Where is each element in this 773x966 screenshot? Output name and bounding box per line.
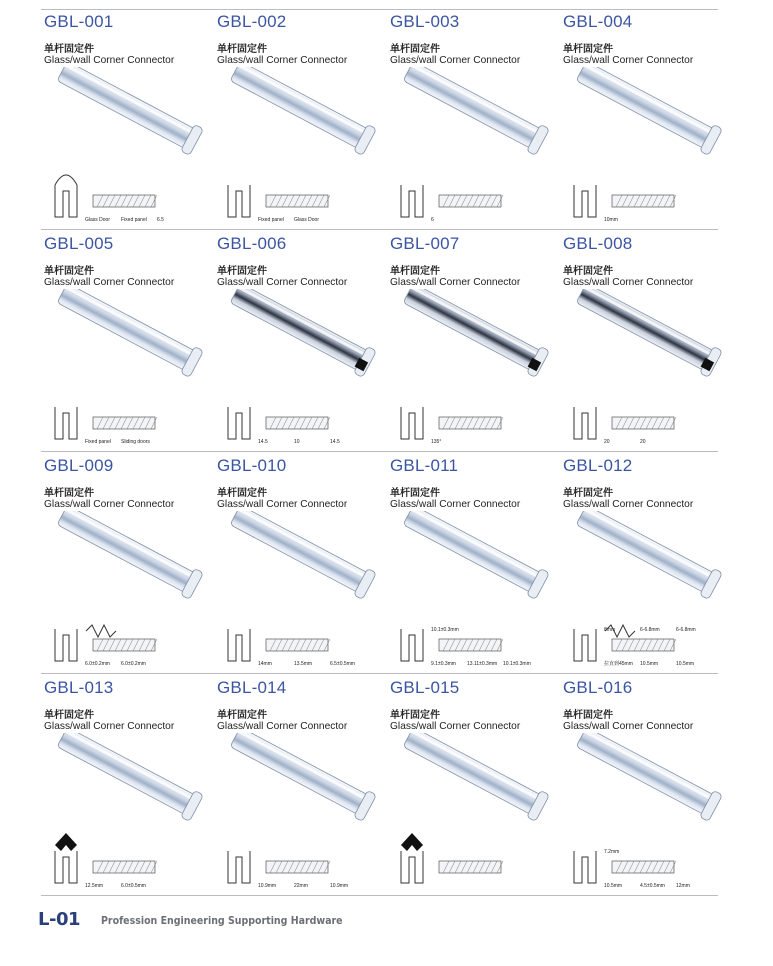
- dimension-label: 6-6.8mm: [640, 627, 660, 633]
- product-card: [387, 9, 560, 231]
- product-name-en: Glass/wall Corner Connector: [44, 277, 175, 288]
- product-card: [41, 231, 214, 453]
- product-code: GBL-007: [390, 234, 460, 253]
- product-card: [387, 453, 560, 675]
- glass-panel: [612, 639, 676, 651]
- product-code: GBL-013: [44, 678, 114, 697]
- product-illustration: [41, 733, 214, 895]
- product-illustration: [560, 733, 733, 895]
- profile-cross-section: [55, 175, 164, 223]
- dimension-label: 10.9mm: [258, 883, 277, 889]
- dimension-label: 10.5mm: [604, 883, 623, 889]
- profile-extrusion: [401, 67, 549, 156]
- product-name-cn: 单杆固定件: [44, 710, 94, 721]
- product-illustration: [214, 67, 387, 229]
- product-illustration: [214, 289, 387, 451]
- product-code: GBL-012: [563, 456, 633, 475]
- profile-cross-section: [55, 833, 157, 889]
- product-name-en: Glass/wall Corner Connector: [563, 277, 694, 288]
- dimension-label: 10.1±0.3mm: [503, 661, 531, 667]
- product-name-cn: 单杆固定件: [217, 266, 267, 277]
- product-code: GBL-009: [44, 456, 114, 475]
- product-name-cn: 单杆固定件: [390, 266, 440, 277]
- glass-panel: [93, 417, 157, 429]
- product-name-en: Glass/wall Corner Connector: [217, 277, 348, 288]
- dimension-label: 6.5: [157, 217, 164, 223]
- glass-panel: [93, 861, 157, 873]
- dimension-label: 6.0±0.5mm: [121, 883, 146, 889]
- product-name-en: Glass/wall Corner Connector: [44, 721, 175, 732]
- product-illustration: [41, 289, 214, 451]
- product-card: [41, 453, 214, 675]
- profile-cross-section: [401, 833, 503, 883]
- profile-cross-section: [228, 185, 330, 223]
- glass-panel: [439, 417, 503, 429]
- product-name-en: Glass/wall Corner Connector: [217, 499, 348, 510]
- dimension-label: 9.1±0.3mm: [431, 661, 456, 667]
- product-code: GBL-008: [563, 234, 633, 253]
- product-illustration: [387, 511, 560, 673]
- product-name-en: Glass/wall Corner Connector: [390, 55, 521, 66]
- dimension-label: 6.0±0.2mm: [121, 661, 146, 667]
- product-card: [214, 453, 387, 675]
- glass-panel: [93, 195, 157, 207]
- profile-cross-section: [401, 185, 503, 223]
- product-name-cn: 单杆固定件: [390, 488, 440, 499]
- product-illustration: [387, 289, 560, 451]
- product-code: GBL-016: [563, 678, 633, 697]
- product-name-en: Glass/wall Corner Connector: [217, 721, 348, 732]
- profile-extrusion: [401, 733, 549, 822]
- glass-panel: [93, 639, 157, 651]
- dimension-label: 4.5±0.5mm: [640, 883, 665, 889]
- dimension-label: 拉直到45mm: [604, 661, 633, 667]
- product-name-en: Glass/wall Corner Connector: [563, 55, 694, 66]
- dimension-label: 14mm: [258, 661, 272, 667]
- dimension-label: 10.5mm: [676, 661, 695, 667]
- product-name-cn: 单杆固定件: [563, 710, 613, 721]
- product-name-cn: 单杆固定件: [563, 266, 613, 277]
- dimension-label: Fixed panel: [121, 217, 147, 223]
- glass-panel: [439, 195, 503, 207]
- product-code: GBL-011: [390, 456, 459, 475]
- product-name-cn: 单杆固定件: [217, 44, 267, 55]
- product-code: GBL-015: [390, 678, 460, 697]
- product-code: GBL-006: [217, 234, 287, 253]
- profile-extrusion: [55, 511, 203, 600]
- product-card: [560, 231, 733, 453]
- product-code: GBL-004: [563, 12, 633, 31]
- profile-cross-section: [401, 407, 503, 445]
- profile-extrusion: [55, 289, 203, 378]
- dimension-label: 6-6.8mm: [676, 627, 696, 633]
- product-card: [214, 9, 387, 231]
- dimension-label: 6.0±0.2mm: [85, 661, 110, 667]
- footer-tagline: Profession Engineering Supporting Hardware: [101, 915, 343, 927]
- dimension-label: Glass Door: [294, 217, 320, 223]
- dimension-label: Fixed panel: [85, 439, 111, 445]
- product-card: [41, 9, 214, 231]
- dimension-label: 7.2mm: [604, 849, 620, 855]
- dimension-label: 13.11±0.3mm: [467, 661, 498, 667]
- product-name-cn: 单杆固定件: [563, 44, 613, 55]
- product-card: [214, 675, 387, 897]
- profile-extrusion: [228, 511, 376, 600]
- dimension-label: 13.5mm: [294, 661, 313, 667]
- glass-panel: [266, 861, 330, 873]
- glass-panel: [266, 195, 330, 207]
- glass-panel: [266, 417, 330, 429]
- product-code: GBL-005: [44, 234, 114, 253]
- product-card: [387, 231, 560, 453]
- profile-extrusion: [574, 289, 722, 378]
- profile-extrusion: [401, 511, 549, 600]
- product-name-en: Glass/wall Corner Connector: [563, 499, 694, 510]
- glass-panel: [266, 639, 330, 651]
- page-number: L-01: [38, 909, 80, 930]
- profile-extrusion: [574, 733, 722, 822]
- dimension-label: 135°: [431, 439, 442, 445]
- product-name-en: Glass/wall Corner Connector: [217, 55, 348, 66]
- dimension-label: Sliding doors: [121, 439, 150, 445]
- product-code: GBL-003: [390, 12, 460, 31]
- profile-cross-section: [574, 407, 676, 445]
- dimension-label: 20: [640, 439, 646, 445]
- profile-cross-section: [574, 625, 696, 667]
- product-illustration: [387, 67, 560, 229]
- product-name-en: Glass/wall Corner Connector: [390, 499, 521, 510]
- dimension-label: 10.9mm: [330, 883, 349, 889]
- profile-cross-section: [574, 185, 676, 223]
- dimension-label: Fixed panel: [258, 217, 284, 223]
- product-name-en: Glass/wall Corner Connector: [390, 721, 521, 732]
- profile-extrusion: [228, 733, 376, 822]
- dimension-label: 10: [294, 439, 300, 445]
- dimension-label: Glass Door: [85, 217, 111, 223]
- product-illustration: [41, 67, 214, 229]
- product-illustration: [387, 733, 560, 895]
- profile-cross-section: [228, 629, 355, 667]
- product-code: GBL-001: [44, 12, 114, 31]
- product-name-cn: 单杆固定件: [563, 488, 613, 499]
- product-name-cn: 单杆固定件: [217, 488, 267, 499]
- dimension-label: 6: [431, 217, 434, 223]
- product-name-en: Glass/wall Corner Connector: [44, 499, 175, 510]
- dimension-label: 14.5: [258, 439, 268, 445]
- product-card: [560, 675, 733, 897]
- product-name-cn: 单杆固定件: [44, 266, 94, 277]
- product-name-cn: 单杆固定件: [44, 44, 94, 55]
- dimension-label: 6.5±0.5mm: [330, 661, 355, 667]
- product-name-cn: 单杆固定件: [390, 710, 440, 721]
- dimension-label: 10.5mm: [640, 661, 659, 667]
- product-grid: [41, 9, 721, 897]
- product-code: GBL-002: [217, 12, 287, 31]
- profile-cross-section: [55, 407, 157, 445]
- profile-extrusion: [55, 67, 203, 156]
- profile-extrusion: [401, 289, 549, 378]
- product-card: [214, 231, 387, 453]
- profile-cross-section: [401, 627, 531, 667]
- product-name-cn: 单杆固定件: [390, 44, 440, 55]
- product-name-en: Glass/wall Corner Connector: [563, 721, 694, 732]
- glass-panel: [439, 861, 503, 873]
- profile-extrusion: [228, 67, 376, 156]
- glass-panel: [612, 417, 676, 429]
- product-name-en: Glass/wall Corner Connector: [390, 277, 521, 288]
- product-card: [560, 453, 733, 675]
- profile-cross-section: [228, 851, 348, 889]
- glass-panel: [439, 639, 503, 651]
- profile-extrusion: [574, 511, 722, 600]
- profile-extrusion: [55, 733, 203, 822]
- dimension-label: 14.5: [330, 439, 340, 445]
- product-illustration: [560, 67, 733, 229]
- dimension-label: 12mm: [676, 883, 690, 889]
- glass-panel: [612, 861, 676, 873]
- glass-panel: [612, 195, 676, 207]
- dimension-label: 12.5mm: [85, 883, 104, 889]
- dimension-label: 10.1±0.3mm: [431, 627, 459, 633]
- product-card: [41, 675, 214, 897]
- product-illustration: [214, 733, 387, 895]
- product-card: [560, 9, 733, 231]
- dimension-label: 8mm: [604, 627, 616, 633]
- profile-cross-section: [574, 849, 690, 889]
- product-code: GBL-014: [217, 678, 287, 697]
- profile-cross-section: [55, 625, 157, 667]
- product-name-en: Glass/wall Corner Connector: [44, 55, 175, 66]
- profile-cross-section: [228, 407, 340, 445]
- product-illustration: [560, 289, 733, 451]
- product-name-cn: 单杆固定件: [44, 488, 94, 499]
- profile-extrusion: [574, 67, 722, 156]
- product-illustration: [560, 511, 733, 673]
- product-illustration: [214, 511, 387, 673]
- dimension-label: 20: [604, 439, 610, 445]
- dimension-label: 22mm: [294, 883, 308, 889]
- product-name-cn: 单杆固定件: [217, 710, 267, 721]
- product-card: [387, 675, 560, 897]
- profile-extrusion: [228, 289, 376, 378]
- product-illustration: [41, 511, 214, 673]
- product-code: GBL-010: [217, 456, 287, 475]
- dimension-label: 10mm: [604, 217, 618, 223]
